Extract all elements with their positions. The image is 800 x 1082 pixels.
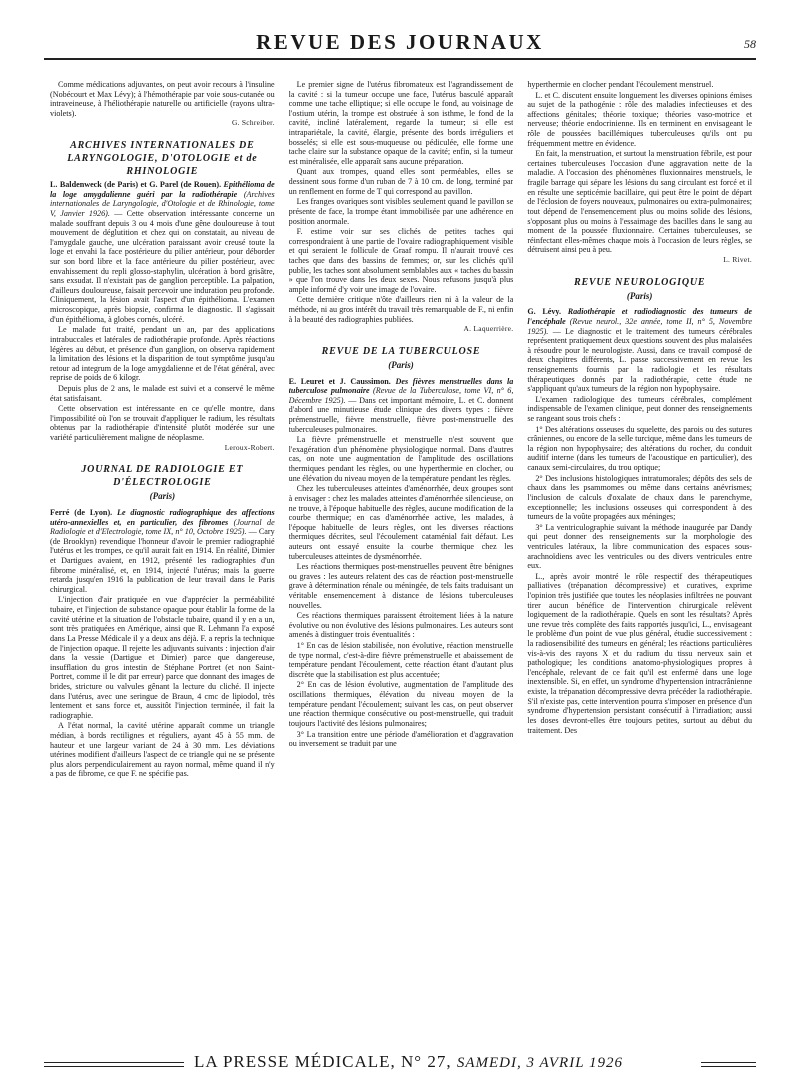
article-heading bbox=[50, 180, 275, 324]
article-title: Le diagnostic radiographique des affections utéro-annexielles et, en particulier, des fibromes bbox=[50, 507, 275, 527]
paragraph: 3° La transition entre une période d'amélioration et d'aggravation ou inversement se traduit par une bbox=[288, 729, 514, 749]
author-signature: A. Laquerrière. bbox=[463, 324, 514, 334]
page-footer bbox=[44, 1052, 756, 1074]
page-header bbox=[44, 30, 756, 60]
paragraph: 2° En cas de lésion évolutive, augmentation de l'amplitude des oscillations thermiques, élévation du niveau moyen de la température pendant l'écoulement; suivant les cas, on peut observer une réaction thermique consécutive ou post-menstruelle, qui traduit toujours l'activité des lésions pulmonaires; bbox=[288, 680, 514, 728]
paragraph: Chez les tuberculeuses atteintes d'aménorrhée, deux groupes sont à envisager : chez les malades atteintes d'aménorrhée silencieuse, on ne trouve, à l'époque habituelle des règles, aucune modification de la courbe thermique; en cas d'aménorrhée active, les malades, à l'époque habituelle de leurs règles, ont les diverses réactions thermiques décrites, seul l'écoulement cataménial fait défaut. Les auteurs ont essayé ensuite la courbe thermique chez les tuberculeuses atteintes de dysménorrhée. bbox=[288, 484, 514, 561]
paragraph: 1° Des altérations osseuses du squelette, des parois ou des sutures crâniennes, ou encore de la selle turcique, même dans les tumeurs de la région non hypophysaire; des altérations du rocher, du conduit auditif interne (dans les tumeurs de l'acoustique en particulier), des canaux semi-circulaires, du trou optique; bbox=[527, 424, 753, 473]
paragraph: — Cette observation intéressante concerne un malade souffrant depuis 3 ou 4 mois d'une gêne douloureuse à tout mouvement de déglutition et chez qui on constatait, au niveau de l'amygdale gauche, une ulcération paraissant avoir creusé toute la loge et envahi la face postérieure du pilier antérieur, pour déborder sur son bord libre et la face antérieure du pilier postérieur, avec envahissement du repli glosso-staphylin, ulcération à bord grisâtre, sans exsudat. Il n'existait pas de ganglion perceptible. La palpation, d'ailleurs douloureuse, faisait percevoir une induration peu profonde. Cliniquement, la lésion avait l'aspect d'un épithélioma. L'examen microscopique, après biopsie, confirma le diagnostic. Il s'agissait d'un épithélioma, à globes cornés, ulcéré. bbox=[50, 209, 275, 324]
text-columns bbox=[50, 80, 752, 1045]
paragraph: Quant aux trompes, quand elles sont perméables, elles se dessinent sous forme d'un ruban de 7 à 10 cm. de long, terminé par un renflement en forme de T qui correspond au pavillon. bbox=[288, 167, 514, 196]
article-authors: E. Leuret et J. Caussimon. bbox=[288, 376, 391, 386]
paragraph: Depuis plus de 2 ans, le malade est suivi et a conservé le même état satisfaisant. bbox=[50, 383, 275, 403]
paragraph: Cette dernière critique n'ôte d'ailleurs rien ni à la valeur de la méthode, ni au gros intérêt du travail très remarquable de F., ni enfin à la beauté des radiographies publiées. bbox=[288, 295, 514, 324]
article-source: (Revue de la Tuberculose, tome VI, n° 6, Décembre 1925). bbox=[288, 386, 514, 405]
article-source: (Journal de Radiologie et d'Electrologie, tome IX, n° 10, Octobre 1925). bbox=[50, 517, 275, 537]
paragraph: L'injection d'air pratiquée en vue d'apprécier la perméabilité tubaire, et l'injection de substance opaque pour établir la forme de la cavité utérine et la situation de l'obstacle tubaire, quand il y en a un, sont très pratiquées en Amérique, ainsi que R. Lehmann l'a exposé dans La Presse Médicale il y a deux ans déjà. F. a repris la technique de l'injection opaque. Il rejette les adjuvants suivants : injection d'air dans la vessie (Dartigue et Dimier) parce que dangereuse, insufflation du gros intestin de Stéphane Portret (et non Saint-Portret, comme il le dit par erreur) parce que donnant des images de brides, stricture ou valvules gênant la lecture du cliché. Il injecte dans l'utérus, avec une seringue de Braun, 4 cmc de lipiodol, très lentement et sans force et, aussitôt l'injection terminée, il fait la radiographie. bbox=[50, 595, 275, 720]
paragraph: Cette observation est intéressante en ce qu'elle montre, dans l'impossibilité où l'on se trouvait d'appliquer le radium, les résultats obtenus par la radiothérapie d'intensité plutôt modérée sur une variété particulièrement maligne de néoplasme. bbox=[50, 404, 275, 443]
paragraph: Le malade fut traité, pendant un an, par des applications intrabuccales et latérales de radiothérapie profonde. Après réactions légères au début, et présence d'un ganglion, on observa rapidement la limitation des lésions et la disparition de tout symptôme jusqu'au retour ad integrum de la loge amygdalienne et de l'état général, avec reprise de poids de 6 kilogr. bbox=[50, 325, 275, 383]
article-title: Des fièvres menstruelles dans la tuberculose pulmonaire bbox=[288, 376, 514, 396]
column-middle bbox=[289, 80, 514, 1045]
page-number: 58 bbox=[744, 37, 756, 51]
paragraph: Le premier signe de l'utérus fibromateux est l'agrandissement de la cavité : si la tumeur occupe une face, l'utérus basculé apparaît comme une tache elliptique; si elle occupe le fond, au voisinage de l'ostium utérin, la trompe est obstruée à son isthme, le fond de la cavité, incliné latéralement, regarde la tumeur; si elle est intrapariétale, la cavité, élargie, présente des bords irréguliers et bosselés; si elle est sous-muqueuse ou pédiculée, elle forme une tache claire sur la substance opaque de la cavité; enfin, si la tumeur est minéralisée, elle apparaît sans aucune préparation. bbox=[288, 80, 514, 166]
article-heading bbox=[50, 508, 275, 594]
section-location: (Paris) bbox=[388, 359, 414, 370]
paragraph: En fait, la menstruation, et surtout la menstruation fébrile, est pour certaines tuberculeuses l'occasion d'une aggravation nette de la maladie. A l'occasion des phénomènes fluxionnaires menstruels, le fragile barrage qui sépare les lésions du sang circulant est forcé et il en résulte une septicémie bacillaire, qui peut être le point de départ de l'éclosion de foyers nouveaux, pulmonaires ou extra-pulmonaires; tout dépend de l'ensemencement plus ou moins solide des lésions, s'opposant plus ou moins à l'essaimage des bacilles dans le sang au moment de la poussée fluxionnaire. Certaines tuberculeuses, se réinfectant elles-mêmes chaque mois à l'occasion de leurs règles, se détruisent ainsi peu à peu. bbox=[527, 149, 753, 255]
footer-rule-left bbox=[44, 1062, 184, 1067]
paragraph: 1° En cas de lésion stabilisée, non évolutive, réaction menstruelle de type normal, c'est-à-dire fièvre prémenstruelle et abaissement de température pendant l'écoulement, cette réaction étant d'autant plus discrète que la stabilisation est plus accentuée; bbox=[288, 641, 514, 679]
paragraph: — Le diagnostic et le traitement des tumeurs cérébrales représentent pratiquement deux questions souvent des plus malaisées à résoudre pour le neurologiste. Aussi, dans ce travail composé de deux chapitres différents, L. passe successivement en revue les renseignements fournis par la radiologie et les résultats thérapeutiques donnés par la radiothérapie, cette étude ne s'appliquant qu'aux tumeurs de la région non hypophysaire. bbox=[527, 326, 753, 394]
section-title: JOURNAL DE RADIOLOGIE ET D'ÉLECTROLOGIE bbox=[81, 464, 244, 489]
article-heading bbox=[527, 307, 752, 393]
paragraph: Ces réactions thermiques paraissent étroitement liées à la nature évolutive ou non évolutive des lésions pulmonaires. Les auteurs sont amenés à distinguer trois éventualités : bbox=[288, 611, 514, 640]
footer-journal-name: LA PRESSE MÉDICALE, N° 27, bbox=[194, 1052, 452, 1071]
article-title: Radiothérapie et radiodiagnostic des tumeurs de l'encéphale bbox=[527, 307, 753, 326]
paragraph: 3° La ventriculographie suivant la méthode inaugurée par Dandy qui peut donner des renseignements sur la morphologie des ventricules latéraux, la libre communication des espaces sous-arachnoïdiens avec les ventricules ou des divers ventricules entre eux. bbox=[527, 522, 753, 571]
section-title: REVUE DE LA TUBERCULOSE bbox=[321, 345, 481, 357]
paragraph: A l'état normal, la cavité utérine apparaît comme un triangle médian, à bords rectilignes et réguliers, ayant 45 à 55 mm. de hauteur et une largeur variant de 24 à 30 mm. Les déviations utérines modifient d'ailleurs l'aspect de ce triangle qui ne se présente plus alors perpendiculairement au rayon normal, même quand il n'y a pas de fibrome, ce que F. ne spécifie pas. bbox=[50, 721, 275, 779]
author-signature: Leroux-Robert. bbox=[224, 442, 275, 452]
paragraph: L'examen radiologique des tumeurs cérébrales, complément indispensable de l'examen clinique, peut donner des renseignements se rangeant sous trois chefs : bbox=[527, 394, 753, 424]
section-location: (Paris) bbox=[626, 290, 653, 301]
paragraph: hyperthermie en clocher pendant l'écoulement menstruel. bbox=[527, 80, 714, 89]
column-right bbox=[527, 80, 752, 1045]
footer-date: SAMEDI, 3 AVRIL 1926 bbox=[456, 1055, 624, 1071]
article-authors: L. Baldenweck (de Paris) et G. Parel (de Rouen). bbox=[50, 180, 222, 190]
article-source: (Archives internationales de Laryngologie, d'Otologie et de Rhinologie, tome V, Janvier 1926). bbox=[50, 189, 275, 218]
section-title: ARCHIVES INTERNATIONALES DE LARYNGOLOGIE, D'OTOLOGIE et de RHINOLOGIE bbox=[67, 140, 258, 178]
article-title: Epithélioma de la loge amygdalienne guéri par la radiothérapie bbox=[50, 180, 275, 199]
paragraph: L. et C. discutent ensuite longuement les diverses opinions émises au sujet de la pathogénie : rôle des maladies infectieuses et des affections génitales; théorie toxique; théories vaso-motrice et nerveuse; théorie endocrinienne. Ils en terminent en envisageant le rôle de poussées bacillémiques tuberculeuses qu'ils ont pu fréquemment mettre en évidence. bbox=[527, 90, 753, 148]
footer-rule-right bbox=[701, 1062, 756, 1067]
paragraph: Les franges ovariques sont visibles seulement quand le pavillon se présente de face, la trompe étant immobilisée par une adhérence en position anormale. bbox=[288, 197, 514, 226]
author-signature: L. Rivet. bbox=[723, 254, 753, 264]
footer-journal-line bbox=[194, 1052, 623, 1072]
author-signature: G. Schreiber. bbox=[231, 118, 275, 128]
article-heading bbox=[289, 377, 514, 435]
paragraph: F. estime voir sur ses clichés de petites taches qui correspondraient à une partie de l'ovaire radiographiquement visible et qui seraient le follicule de Graaf rompu. Il n'aurait trouvé ces taches que dans des bassins de femmes; or, sur les clichés qu'il publie, les taches sont absolument semblables aux « taches du bassin » que l'on trouve dans les deux sexes. Nous refusons jusqu'à plus ample informé d'y voir une image de l'ovaire. bbox=[288, 227, 514, 294]
paragraph: Comme médications adjuvantes, on peut avoir recours à l'insuline (Nobécourt et Max Lévy); à l'hémothérapie par voie sous-cutanée ou intraveineuse, à l'héliothérapie naturelle ou artificielle (rayons ultra-violets). bbox=[50, 80, 275, 118]
paragraph: Les réactions thermiques post-menstruelles peuvent être bénignes ou graves : les auteurs relatent des cas de réaction post-menstruelle grave à détermination rénale ou méningée, de tels faits traduisant un véritable ensemencement à distance de lésions tuberculeuses nouvelles. bbox=[288, 562, 514, 610]
article-source: (Revue neurol., 32e année, tome II, n° 5, Novembre 1925). bbox=[527, 316, 753, 336]
column-left bbox=[50, 80, 275, 1045]
article-authors: Ferré (de Lyon). bbox=[50, 507, 113, 517]
paragraph: L., après avoir montré le rôle respectif des thérapeutiques palliatives (trépanation décompressive) et curatives, exprime l'opinion très justifiée que toutes les néoplasies infiltrées ne pouvant tirer aucun bénéfice de l'intervention chirurgicale relèvent logiquement de la radiothérapie. Quels en sont les résultats? Après une revue très complète des faits rapportés jusqu'ici, L., envisageant le problème d'un point de vue plus général, étudie successivement : la radiosensibilité des tumeurs en général; les réactions particulières vis-à-vis des rayons X et du radium du tissu nerveux sain et pathologique; les conditions anatomo-physiologiques propres à l'encéphale, relevant de ce fait qu'il est enfermé dans une loge inextensible. Si, en effet, un syndrome d'hypertension intracrânienne existe, la trépanation décompressive devra précéder la radiothérapie. S'il n'existe pas, cette intervention pourra s'imposer en présence d'un syndrome d'hypertension persistant consécutif à l'irradiation; aussi les doses devront-elles être toujours petites, surtout au début du traitement. Des bbox=[527, 571, 753, 735]
article-authors: G. Lévy. bbox=[527, 307, 562, 317]
paragraph: — Dans cet important mémoire, L. et C. donnent d'abord une minutieuse étude clinique des divers types : fièvre prémenstruelle, fièvre menstruelle, fièvre post-menstruelle des tuberculeuses pulmonaires. bbox=[288, 395, 514, 434]
paragraph: 2° Des inclusions histologiques intratumorales; dépôts des sels de chaux dans les psammomes ou même dans certains anévrismes; l'inclusion de calculs d'oxalate de chaux dans le parenchyme, exceptionnelle; les inclusions osseuses qui correspondent à des tumeurs de la voûte propagées aux méninges; bbox=[527, 473, 753, 522]
running-title: REVUE DES JOURNAUX bbox=[256, 30, 544, 54]
paragraph: — Cary (de Brooklyn) revendique l'honneur d'avoir le premier radiographié l'utérus et les trompes, ce qu'il aurait fait en 1914. En réalité, Dimier et Dartigues avaient, en 1912, présenté les radiographies d'un fibrome minéralisé, et, en 1914, injecté l'utérus; mais la guerre retarda jusqu'en 1916 la publication de leur travail dans le Paris chirurgical. bbox=[50, 527, 275, 594]
section-location: (Paris) bbox=[149, 491, 176, 502]
paragraph: La fièvre prémenstruelle et menstruelle n'est souvent que l'exagération d'un phénomène physiologique normal. Dans d'autres cas, on note une augmentation de l'amplitude des oscillations thermiques pendant les règles, ou une hyperthermie en clocher, ou une élévation du niveau moyen de la température pendant les règles. bbox=[288, 435, 514, 483]
section-title: REVUE NEUROLOGIQUE bbox=[573, 276, 706, 288]
